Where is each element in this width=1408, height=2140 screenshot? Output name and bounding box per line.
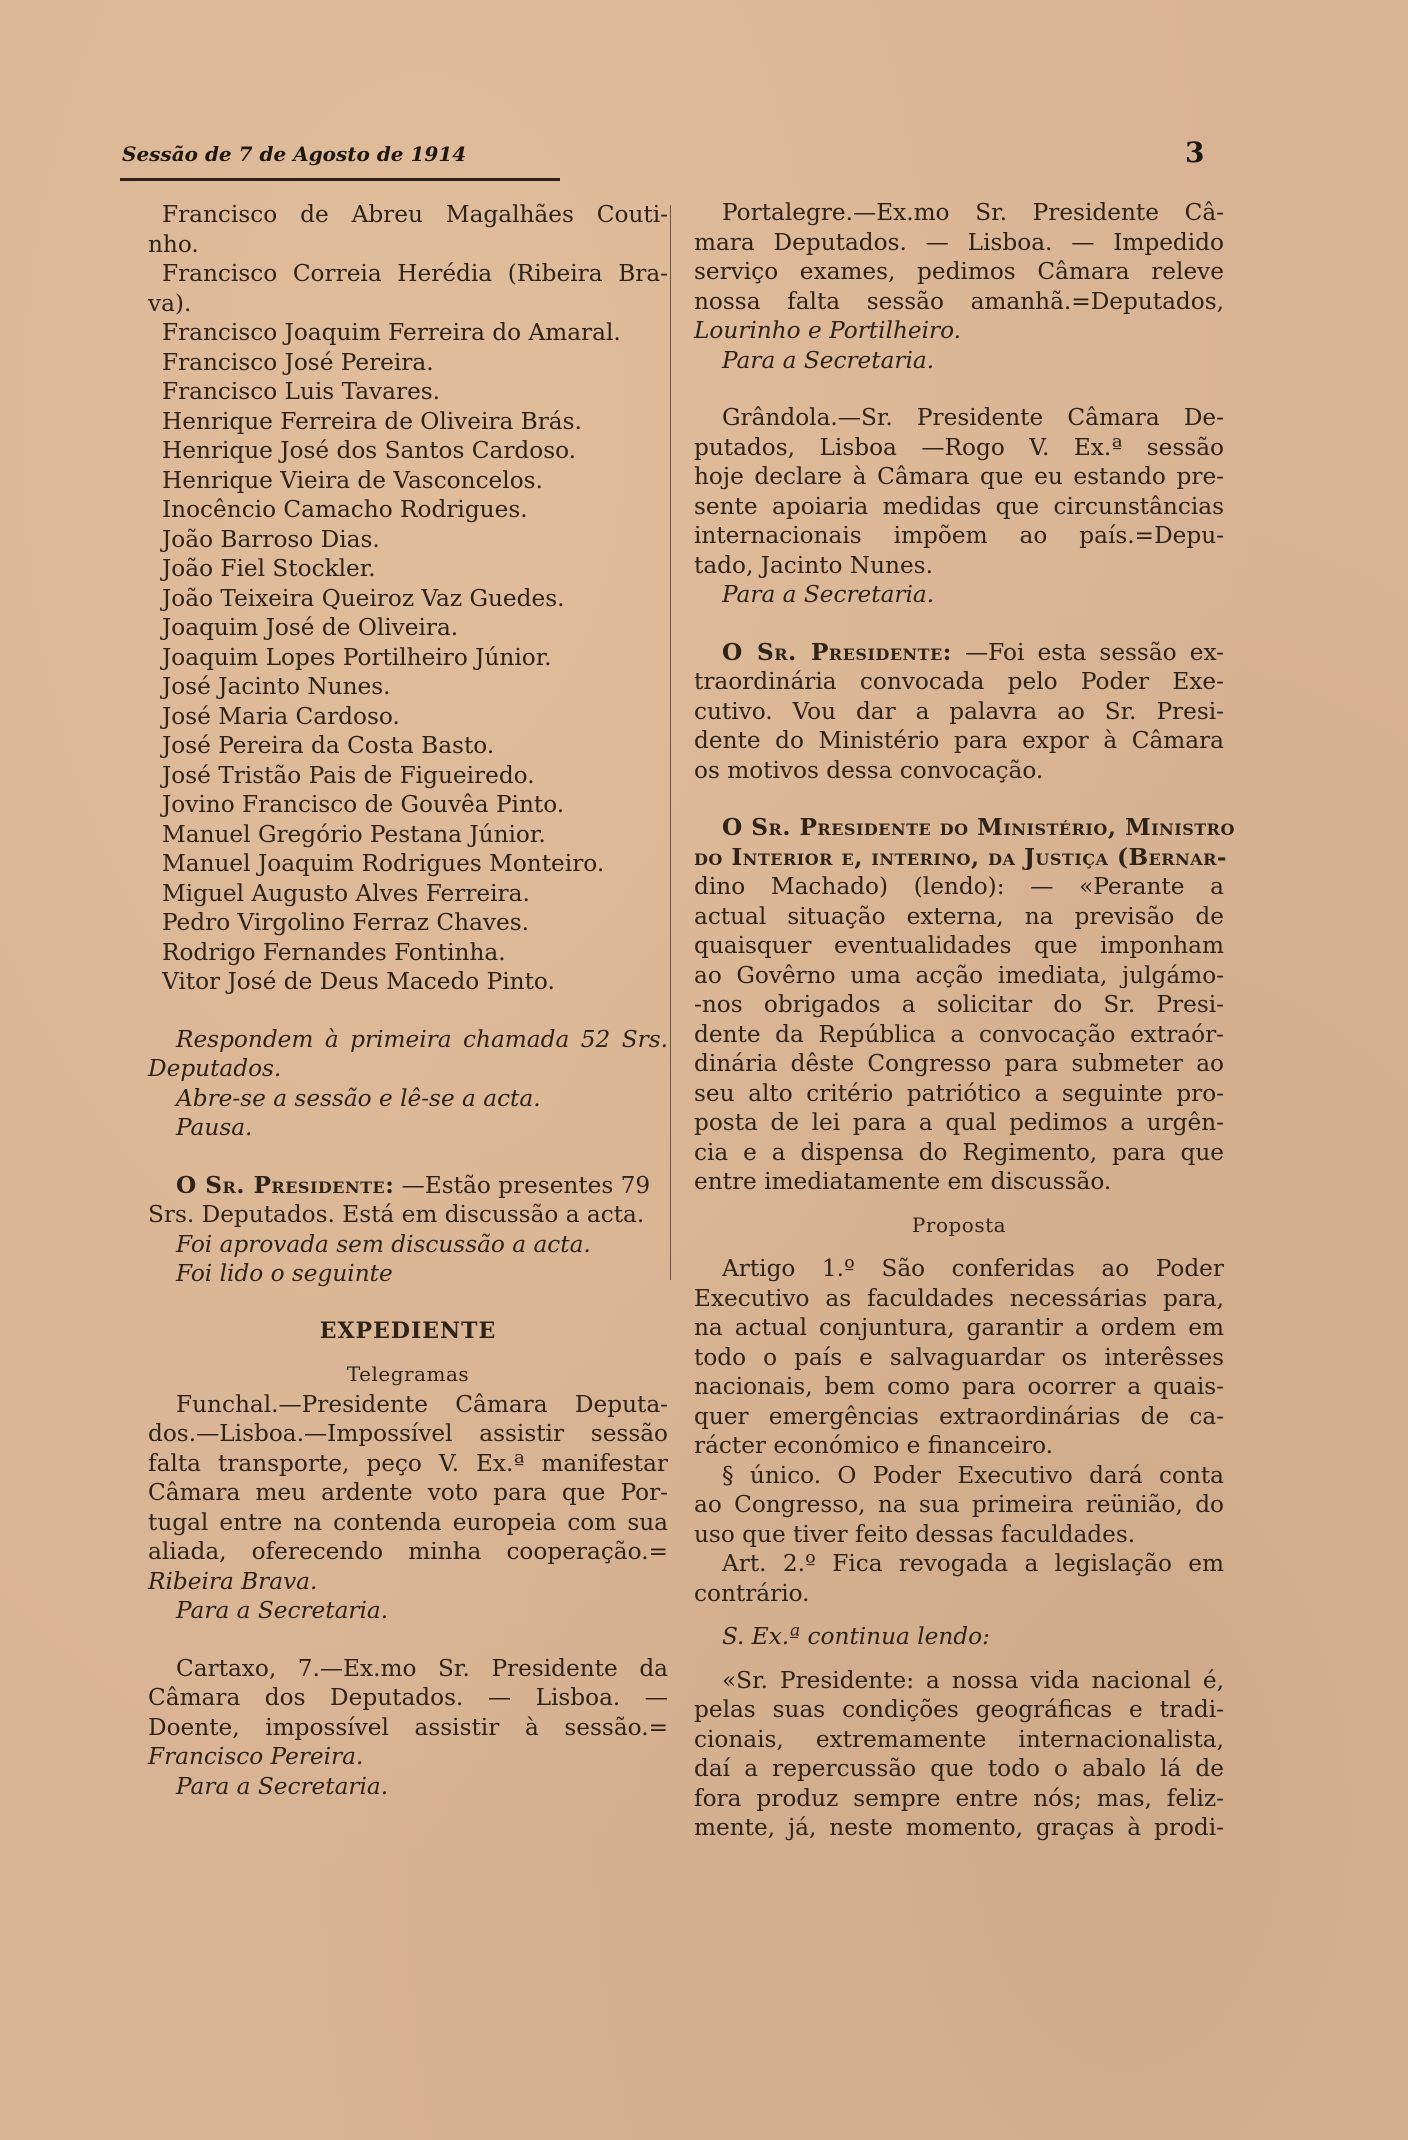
statement-line: ao Govêrno uma acção imediata, julgámo- (694, 961, 1224, 989)
deputy-name: Francisco Joaquim Ferreira do Amaral. (162, 319, 621, 346)
speaker-label: do Interior e, interino, da Justiça (Bernar- (694, 843, 1228, 871)
referral-note: Para a Secretaria. (722, 581, 935, 608)
telegram-line: hoje declare à Câmara que eu estando pre- (694, 463, 1224, 490)
article-line: quer emergências extraordinárias de ca- (694, 1402, 1224, 1430)
telegram-line: Cartaxo, 7.—Ex.mo Sr. Presidente da (176, 1654, 668, 1682)
deputy-name: Henrique Ferreira de Oliveira Brás. (162, 407, 582, 435)
telegram-signature: Francisco Pereira. (148, 1743, 364, 1770)
speech-line: «Sr. Presidente: a nossa vida nacional é, (722, 1666, 1224, 1694)
speech-line: mente, já, neste momento, graças à prodi- (694, 1814, 1224, 1841)
statement-line: dinária dêste Congresso para submeter ao (694, 1050, 1224, 1077)
statement-line: -nos obrigados a solicitar do Sr. Presi- (694, 991, 1224, 1018)
telegram-funchal (148, 1390, 668, 1626)
statement-line: traordinária convocada pelo Poder Exe- (694, 668, 1224, 695)
telegram-line: aliada, oferecendo minha cooperação.= (148, 1538, 668, 1565)
telegram-line: putados, Lisboa —Rogo V. Ex.ª sessão (694, 433, 1224, 461)
column-divider (670, 205, 671, 1280)
deputy-name: Francisco Luis Tavares. (162, 378, 441, 405)
deputy-name: Inocêncio Camacho Rodrigues. (162, 496, 528, 523)
statement-line: dente da República a convocação extraór- (694, 1020, 1224, 1048)
spacer (148, 1626, 668, 1654)
subsection-heading-telegrams: Telegramas (346, 1362, 470, 1386)
telegram-signature: Lourinho e Portilheiro. (694, 317, 962, 344)
spacer (694, 1240, 1224, 1254)
telegram-line: nossa falta sessão amanhã.=Deputados, (694, 287, 1224, 315)
article-line: uso que tiver feito dessas faculdades. (694, 1520, 1136, 1548)
telegram-grandola (694, 403, 1224, 610)
deputy-name: José Jacinto Nunes. (162, 673, 391, 700)
article-1 (694, 1254, 1224, 1461)
statement-line: quaisquer eventualidades que imponham (694, 932, 1224, 959)
minister-statement (694, 813, 1235, 1197)
statement-line: cutivo. Vou dar a palavra ao Sr. Presi- (694, 697, 1224, 725)
statement-line: dente do Ministério para expor à Câmara (694, 727, 1224, 754)
deputy-name: João Fiel Stockler. (162, 555, 376, 582)
section-heading-proposta: Proposta (911, 1212, 1007, 1237)
roll-call-note: Respondem à primeira chamada 52 Srs. (176, 1025, 668, 1053)
statement-text: —Estão presentes 79 (401, 1171, 651, 1199)
telegram-line: sente apoiaria medidas que circunstâncias (694, 492, 1224, 520)
deputy-name: Joaquim José de Oliveira. (162, 614, 459, 641)
roll-call-note: Deputados. (148, 1055, 282, 1082)
deputy-name: nho. (148, 230, 199, 258)
telegram-line: Câmara dos Deputados. — Lisboa. — (148, 1684, 668, 1711)
telegram-line: internacionais impõem ao país.=Depu- (694, 522, 1224, 549)
president-statement (694, 638, 1224, 786)
telegram-line: tugal entre na contenda europeia com sua (148, 1508, 668, 1536)
article-line: rácter económico e financeiro. (694, 1432, 1054, 1459)
telegram-line: Doente, impossível assistir à sessão.= (148, 1713, 668, 1741)
deputy-name: Francisco Correia Herédia (Ribeira Bra- (162, 260, 668, 287)
telegram-line: Grândola.—Sr. Presidente Câmara De- (722, 404, 1224, 431)
telegram-line: falta transporte, peço V. Ex.ª manifestar (148, 1449, 668, 1477)
deputy-name: va). (148, 289, 192, 317)
spacer (148, 1143, 668, 1171)
deputy-name: Manuel Gregório Pestana Júnior. (162, 820, 546, 848)
section-heading-expediente: EXPEDIENTE (319, 1317, 497, 1344)
deputy-name: José Tristão Pais de Figueiredo. (162, 761, 535, 789)
page-number: 3 (1185, 136, 1205, 169)
statement-text: Srs. Deputados. Está em discussão a acta. (148, 1201, 645, 1228)
article-line: § único. O Poder Executivo dará conta (722, 1461, 1224, 1489)
speaker-label: O Sr. Presidente: (176, 1171, 395, 1199)
speech-line: fora produz sempre entre nós; mas, feliz- (694, 1784, 1224, 1812)
single-paragraph (694, 1461, 1224, 1550)
telegram-line: serviço exames, pedimos Câmara releve (694, 258, 1224, 285)
session-header-title: Sessão de 7 de Agosto de 1914 (122, 142, 467, 166)
article-line: Art. 2.º Fica revogada a legislação em (722, 1550, 1224, 1577)
statement-line: posta de lei para a qual pedimos a urgên- (694, 1109, 1224, 1136)
telegram-line: Funchal.—Presidente Câmara Deputa- (176, 1390, 668, 1418)
deputy-name: João Teixeira Queiroz Vaz Guedes. (162, 584, 565, 612)
statement-line: entre imediatamente em discussão. (694, 1168, 1112, 1195)
approval-note: Foi aprovada sem discussão a acta. (176, 1230, 591, 1258)
speech-line: pelas suas condições geográficas e tradi- (694, 1696, 1224, 1723)
article-line: Artigo 1.º São conferidas ao Poder (722, 1255, 1224, 1282)
deputy-name: Henrique Vieira de Vasconcelos. (162, 466, 543, 494)
spacer (148, 1289, 668, 1317)
deputy-name: Francisco de Abreu Magalhães Couti- (162, 201, 668, 228)
deputy-name: Francisco José Pereira. (162, 348, 434, 376)
right-column (694, 198, 1235, 1843)
spacer (694, 1197, 1224, 1211)
telegram-line: tado, Jacinto Nunes. (694, 551, 933, 579)
speech-line: cionais, extremamente internacionalista, (694, 1725, 1224, 1753)
reading-note: Foi lido o seguinte (176, 1260, 393, 1287)
telegram-signature: Ribeira Brava. (148, 1567, 318, 1595)
deputy-name: Manuel Joaquim Rodrigues Monteiro. (162, 850, 605, 877)
statement-line (694, 638, 1224, 668)
statement-text: —Foi esta sessão ex- (964, 638, 1224, 666)
article-line: ao Congresso, na sua primeira reünião, do (694, 1491, 1224, 1518)
article-line: Executivo as faculdades necessárias para, (694, 1284, 1224, 1312)
spacer (694, 1652, 1224, 1666)
statement-line: seu alto critério patriótico a seguinte pro- (694, 1079, 1224, 1107)
spacer (694, 610, 1224, 638)
telegram-line: mara Deputados. — Lisboa. — Impedido (694, 228, 1224, 256)
session-opening-note: Abre-se a sessão e lê-se a acta. (176, 1084, 541, 1112)
header-rule (120, 178, 560, 181)
spacer (694, 375, 1224, 403)
speech-continuation (694, 1666, 1224, 1843)
deputy-name: Pedro Virgolino Ferraz Chaves. (162, 909, 529, 936)
article-line: nacionais, bem como para ocorrer a quais- (694, 1373, 1224, 1400)
telegram-line: Câmara meu ardente voto para que Por- (148, 1479, 668, 1506)
spacer (694, 1608, 1224, 1622)
statement-line: actual situação externa, na previsão de (694, 902, 1224, 930)
deputy-name: Vitor José de Deus Macedo Pinto. (162, 968, 555, 995)
deputy-name: Henrique José dos Santos Cardoso. (162, 437, 577, 464)
referral-note: Para a Secretaria. (722, 346, 935, 374)
continues-reading-note: S. Ex.ª continua lendo: (722, 1623, 990, 1650)
speaker-label: O Sr. Presidente: (722, 638, 952, 666)
article-line: todo o país e salvaguardar os interêsses (694, 1343, 1224, 1371)
deputy-list (148, 200, 668, 997)
telegram-line: Portalegre.—Ex.mo Sr. Presidente Câ- (722, 199, 1224, 226)
deputy-name: João Barroso Dias. (162, 525, 380, 553)
left-column (148, 200, 668, 1801)
deputy-name: Jovino Francisco de Gouvêa Pinto. (162, 791, 565, 818)
statement-line: cia e a dispensa do Regimento, para que (694, 1138, 1224, 1166)
spacer (148, 997, 668, 1025)
spacer (148, 1346, 668, 1360)
referral-note: Para a Secretaria. (176, 1772, 389, 1800)
deputy-name: José Pereira da Costa Basto. (162, 732, 495, 759)
deputy-name: Joaquim Lopes Portilheiro Júnior. (162, 643, 552, 671)
article-line: na actual conjuntura, garantir a ordem em (694, 1314, 1224, 1341)
speaker-label: O Sr. Presidente do Ministério, Ministro (722, 814, 1235, 841)
statement-line: os motivos dessa convocação. (694, 756, 1044, 784)
telegram-line: dos.—Lisboa.—Impossível assistir sessão (148, 1420, 668, 1447)
pause-note: Pausa. (176, 1114, 253, 1141)
telegram-cartaxo (148, 1654, 668, 1802)
statement-line: dino Machado) (lendo): — «Perante a (694, 873, 1224, 900)
deputy-name: José Maria Cardoso. (162, 702, 400, 730)
article-line: contrário. (694, 1579, 810, 1607)
speech-line: daí a repercussão que todo o abalo lá de (694, 1755, 1224, 1782)
deputy-name: Miguel Augusto Alves Ferreira. (162, 879, 530, 907)
president-statement (148, 1171, 668, 1201)
referral-note: Para a Secretaria. (176, 1597, 389, 1624)
deputy-name: Rodrigo Fernandes Fontinha. (162, 938, 506, 966)
telegram-portalegre (694, 198, 1224, 375)
article-2 (694, 1549, 1224, 1608)
spacer (694, 785, 1224, 813)
